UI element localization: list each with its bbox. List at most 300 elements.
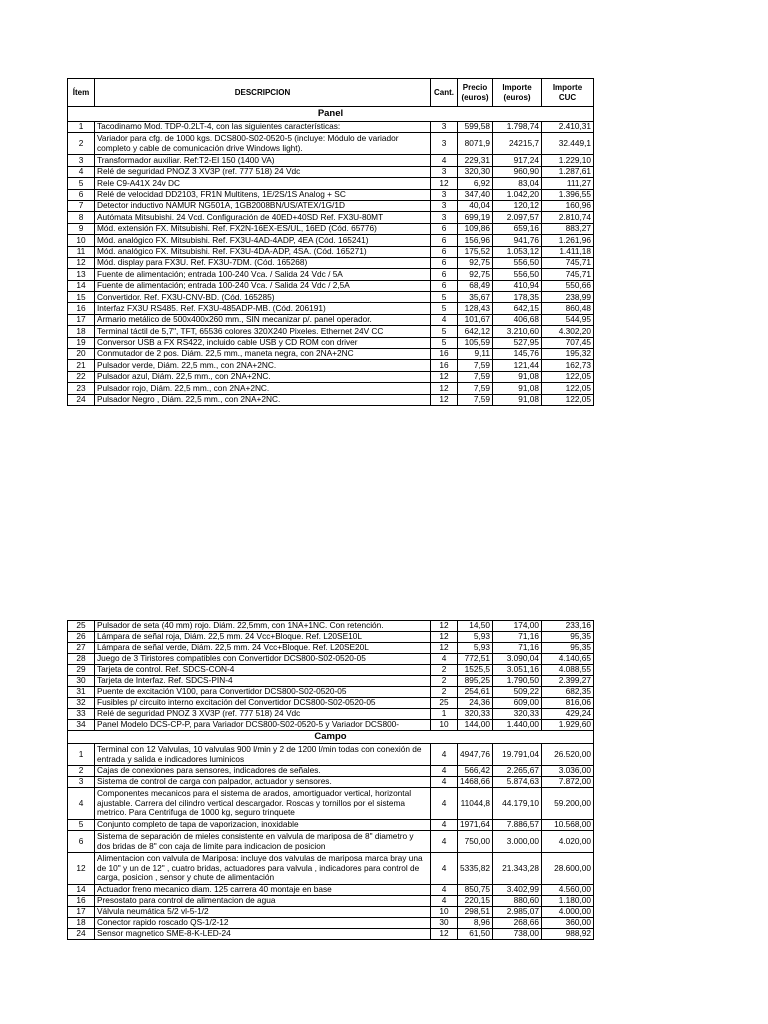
table-row	[68, 820, 594, 831]
row-description: Mód. analógico FX. Mitsubishi. Ref. FX3U-4DA-ADP, 4SA. (Cód. 165271)	[95, 246, 431, 257]
row-item: 11	[68, 246, 95, 257]
row-description: Mód. display para FX3U. Ref. FX3U-7DM. (Cód. 165268)	[95, 257, 431, 268]
table-row	[68, 235, 594, 246]
row-importe-euros: 320,33	[493, 709, 542, 720]
row-importe-euros: 2.985,07	[493, 907, 542, 918]
row-item: 5	[68, 820, 95, 831]
row-item: 20	[68, 349, 95, 360]
row-precio: 144,00	[458, 720, 493, 731]
row-precio: 850,75	[458, 885, 493, 896]
row-description: Pulsador verde, Diám. 22,5 mm., con 2NA+2NC.	[95, 360, 431, 371]
row-description: Conjunto completo de tapa de vaporizacion, inoxidable	[95, 820, 431, 831]
row-precio: 8,96	[458, 918, 493, 929]
row-description: Interfaz FX3U RS485. Ref. FX3U-485ADP-MB. (Cód. 206191)	[95, 303, 431, 314]
row-precio: 599,58	[458, 122, 493, 133]
row-item: 23	[68, 383, 95, 394]
row-precio: 895,25	[458, 676, 493, 687]
row-importe-cuc: 1.287,61	[542, 166, 594, 177]
row-importe-cuc: 3.036,00	[542, 766, 594, 777]
row-cant: 3	[431, 189, 458, 200]
row-precio: 40,04	[458, 200, 493, 211]
row-description: Juego de 3 Tiristores compatibles con Convertidor DCS800-S02-0520-05	[95, 654, 431, 665]
row-cant: 12	[431, 643, 458, 654]
table-row	[68, 292, 594, 303]
row-precio: 5,93	[458, 632, 493, 643]
row-item: 33	[68, 709, 95, 720]
row-precio: 128,43	[458, 303, 493, 314]
row-importe-cuc: 233,16	[542, 621, 594, 632]
row-cant: 6	[431, 280, 458, 291]
row-cant: 5	[431, 337, 458, 348]
table-row	[68, 303, 594, 314]
row-importe-euros: 509,22	[493, 687, 542, 698]
row-item: 2	[68, 133, 95, 155]
row-precio: 7,59	[458, 394, 493, 405]
table-row	[68, 918, 594, 929]
table-row	[68, 744, 594, 766]
row-description: Pulsador de seta (40 mm) rojo. Diám. 22,5mm, con 1NA+1NC. Con retención.	[95, 621, 431, 632]
header-precio: Precio (euros)	[458, 79, 493, 107]
row-precio: 105,59	[458, 337, 493, 348]
row-item: 32	[68, 698, 95, 709]
row-item: 17	[68, 314, 95, 325]
row-description: Puente de excitación V100, para Convertidor DCS800-S02-0520-05	[95, 687, 431, 698]
row-cant: 3	[431, 133, 458, 155]
row-importe-euros: 917,24	[493, 155, 542, 166]
row-precio: 642,12	[458, 326, 493, 337]
row-item: 18	[68, 326, 95, 337]
row-precio: 14,50	[458, 621, 493, 632]
row-importe-euros: 3.210,60	[493, 326, 542, 337]
row-importe-euros: 91,08	[493, 383, 542, 394]
row-item: 18	[68, 918, 95, 929]
row-importe-euros: 71,16	[493, 632, 542, 643]
row-importe-euros: 556,50	[493, 269, 542, 280]
row-cant: 4	[431, 896, 458, 907]
row-importe-euros: 145,76	[493, 349, 542, 360]
table-row	[68, 337, 594, 348]
row-precio: 254,61	[458, 687, 493, 698]
header-descripcion: DESCRIPCION	[95, 79, 431, 107]
row-description: Relé de seguridad PNOZ 3 XV3P (ref. 777 518) 24 Vdc	[95, 166, 431, 177]
row-item: 12	[68, 257, 95, 268]
table-row	[68, 166, 594, 177]
table-row	[68, 360, 594, 371]
table-row	[68, 853, 594, 885]
row-cant: 4	[431, 777, 458, 788]
row-importe-euros: 3.051,16	[493, 665, 542, 676]
table-row	[68, 676, 594, 687]
row-importe-cuc: 745,71	[542, 257, 594, 268]
row-importe-cuc: 122,05	[542, 383, 594, 394]
row-precio: 109,86	[458, 223, 493, 234]
row-cant: 5	[431, 292, 458, 303]
table-row	[68, 788, 594, 820]
row-precio: 61,50	[458, 929, 493, 940]
row-cant: 2	[431, 676, 458, 687]
row-description: Pulsador azul, Diám. 22,5 mm., con 2NA+2NC.	[95, 371, 431, 382]
row-importe-euros: 642,15	[493, 303, 542, 314]
row-importe-euros: 1.053,12	[493, 246, 542, 257]
row-importe-cuc: 1.396,55	[542, 189, 594, 200]
row-precio: 156,96	[458, 235, 493, 246]
row-cant: 6	[431, 269, 458, 280]
row-item: 24	[68, 929, 95, 940]
row-description: Mód. analógico FX. Mitsubishi. Ref. FX3U-4AD-4ADP, 4EA (Cód. 165241)	[95, 235, 431, 246]
row-cant: 5	[431, 303, 458, 314]
header-item: Ítem	[68, 79, 95, 107]
row-description: Presostato para control de alimentacion de agua	[95, 896, 431, 907]
row-precio: 6,92	[458, 178, 493, 189]
section-title-panel: Panel	[68, 107, 594, 122]
row-importe-cuc: 28.600,00	[542, 853, 594, 885]
row-precio: 101,67	[458, 314, 493, 325]
row-description: Lámpara de señal verde, Diám. 22,5 mm. 24 Vcc+Bloque. Ref. L20SE20L	[95, 643, 431, 654]
row-importe-euros: 121,44	[493, 360, 542, 371]
row-importe-cuc: 816,06	[542, 698, 594, 709]
row-importe-cuc: 160,96	[542, 200, 594, 211]
row-item: 5	[68, 178, 95, 189]
table-row	[68, 189, 594, 200]
row-precio: 750,00	[458, 831, 493, 853]
row-cant: 4	[431, 766, 458, 777]
row-item: 25	[68, 621, 95, 632]
row-precio: 699,19	[458, 212, 493, 223]
row-description: Conmutador de 2 pos. Diám. 22,5 mm., maneta negra, con 2NA+2NC	[95, 349, 431, 360]
row-precio: 5335,82	[458, 853, 493, 885]
table-row	[68, 907, 594, 918]
row-cant: 16	[431, 360, 458, 371]
row-item: 26	[68, 632, 95, 643]
table-row	[68, 632, 594, 643]
row-importe-cuc: 4.020,00	[542, 831, 594, 853]
row-item: 22	[68, 371, 95, 382]
row-importe-cuc: 95,35	[542, 632, 594, 643]
row-item: 21	[68, 360, 95, 371]
row-precio: 220,15	[458, 896, 493, 907]
row-item: 6	[68, 189, 95, 200]
row-importe-euros: 1.798,74	[493, 122, 542, 133]
row-item: 1	[68, 744, 95, 766]
row-cant: 4	[431, 853, 458, 885]
row-description: Autómata Mitsubishi. 24 Vcd. Configuración de 40ED+40SD Ref. FX3U-80MT	[95, 212, 431, 223]
row-item: 19	[68, 337, 95, 348]
row-importe-cuc: 2.810,74	[542, 212, 594, 223]
row-cant: 12	[431, 371, 458, 382]
row-item: 14	[68, 280, 95, 291]
row-importe-euros: 960,90	[493, 166, 542, 177]
row-importe-cuc: 429,24	[542, 709, 594, 720]
row-description: Convertidor. Ref. FX3U-CNV-BD. (Cód. 165285)	[95, 292, 431, 303]
row-precio: 92,75	[458, 269, 493, 280]
row-description: Componentes mecanicos para el sistema de arados, amortiguador vertical, horizontal ajustable. Carrera del cilindro vertical descargador. Roscas y tornillos por el sistema metrico. Para Centrifuga de 1000 kg, seguro trinquete	[95, 788, 431, 820]
row-cant: 4	[431, 654, 458, 665]
row-importe-cuc: 4.000,00	[542, 907, 594, 918]
row-importe-cuc: 883,27	[542, 223, 594, 234]
row-precio: 7,59	[458, 371, 493, 382]
row-item: 24	[68, 394, 95, 405]
row-item: 12	[68, 853, 95, 885]
row-description: Rele C9-A41X 24v DC	[95, 178, 431, 189]
row-item: 3	[68, 155, 95, 166]
row-importe-cuc: 10.568,00	[542, 820, 594, 831]
row-cant: 12	[431, 178, 458, 189]
row-cant: 30	[431, 918, 458, 929]
row-importe-cuc: 860,48	[542, 303, 594, 314]
row-description: Fuente de alimentación; entrada 100-240 Vca. / Salida 24 Vdc / 5A	[95, 269, 431, 280]
row-description: Terminal con 12 Valvulas, 10 valvulas 900 l/min y 2 de 1200 l/min todas con conexión de entrada y salida e indicadores luminicos	[95, 744, 431, 766]
quote-table-campo	[67, 620, 594, 940]
row-importe-cuc: 4.088,55	[542, 665, 594, 676]
row-item: 28	[68, 654, 95, 665]
row-importe-euros: 120,12	[493, 200, 542, 211]
row-description: Sistema de separación de mieles consistente en valvula de mariposa de 8" diametro y dos bridas de 8" con caja de limite para indicacion de posicion	[95, 831, 431, 853]
row-item: 4	[68, 166, 95, 177]
row-importe-euros: 268,66	[493, 918, 542, 929]
row-item: 30	[68, 676, 95, 687]
row-importe-cuc: 1.411,18	[542, 246, 594, 257]
row-importe-euros: 83,04	[493, 178, 542, 189]
row-importe-cuc: 1.180,00	[542, 896, 594, 907]
row-importe-cuc: 122,05	[542, 394, 594, 405]
row-cant: 4	[431, 744, 458, 766]
row-cant: 12	[431, 394, 458, 405]
row-cant: 4	[431, 831, 458, 853]
row-cant: 2	[431, 665, 458, 676]
table-row	[68, 212, 594, 223]
table-row	[68, 371, 594, 382]
row-item: 1	[68, 122, 95, 133]
row-importe-cuc: 7.872,00	[542, 777, 594, 788]
row-cant: 25	[431, 698, 458, 709]
row-cant: 5	[431, 326, 458, 337]
table-row	[68, 621, 594, 632]
row-item: 6	[68, 831, 95, 853]
row-importe-euros: 24215,7	[493, 133, 542, 155]
row-importe-cuc: 4.302,20	[542, 326, 594, 337]
row-precio: 772,51	[458, 654, 493, 665]
row-item: 15	[68, 292, 95, 303]
row-item: 16	[68, 896, 95, 907]
row-importe-euros: 659,16	[493, 223, 542, 234]
row-importe-cuc: 745,71	[542, 269, 594, 280]
row-cant: 4	[431, 155, 458, 166]
row-importe-euros: 7.886,57	[493, 820, 542, 831]
row-item: 9	[68, 223, 95, 234]
row-description: Fuente de alimentación; entrada 100-240 Vca. / Salida 24 Vdc / 2,5A	[95, 280, 431, 291]
row-importe-cuc: 195,32	[542, 349, 594, 360]
row-description: Pulsador rojo, Diám. 22,5 mm., con 2NA+2NC.	[95, 383, 431, 394]
row-description: Pulsador Negro , Diám. 22,5 mm., con 2NA+2NC.	[95, 394, 431, 405]
row-importe-euros: 44.179,10	[493, 788, 542, 820]
row-importe-cuc: 4.140,65	[542, 654, 594, 665]
row-importe-cuc: 26.520,00	[542, 744, 594, 766]
row-importe-euros: 3.000,00	[493, 831, 542, 853]
row-precio: 1525,5	[458, 665, 493, 676]
row-importe-cuc: 682,35	[542, 687, 594, 698]
row-importe-euros: 5.874,63	[493, 777, 542, 788]
row-importe-cuc: 162,73	[542, 360, 594, 371]
table-row	[68, 257, 594, 268]
table-row	[68, 246, 594, 257]
row-precio: 7,59	[458, 360, 493, 371]
row-importe-cuc: 707,45	[542, 337, 594, 348]
row-description: Relé de seguridad PNOZ 3 XV3P (ref. 777 518) 24 Vdc	[95, 709, 431, 720]
row-importe-cuc: 2.399,27	[542, 676, 594, 687]
row-item: 34	[68, 720, 95, 731]
table-row	[68, 349, 594, 360]
row-cant: 12	[431, 383, 458, 394]
row-description: Conector rapido roscado QS-1/2-12	[95, 918, 431, 929]
row-cant: 3	[431, 166, 458, 177]
row-description: Cajas de conexiones para sensores, indicadores de señales.	[95, 766, 431, 777]
row-importe-euros: 941,76	[493, 235, 542, 246]
row-importe-euros: 527,95	[493, 337, 542, 348]
row-cant: 1	[431, 709, 458, 720]
table-row	[68, 223, 594, 234]
table-row	[68, 178, 594, 189]
row-importe-euros: 1.042,20	[493, 189, 542, 200]
row-description: Mód. extensión FX. Mitsubishi. Ref. FX2N-16EX-ES/UL, 16ED (Cód. 65776)	[95, 223, 431, 234]
row-cant: 6	[431, 246, 458, 257]
row-description: Fusibles p/ circuito interno excitación del Convertidor DCS800-S02-0520-05	[95, 698, 431, 709]
row-cant: 4	[431, 314, 458, 325]
row-description: Tarjeta de control. Ref. SDCS-CON-4	[95, 665, 431, 676]
row-item: 17	[68, 907, 95, 918]
row-cant: 10	[431, 907, 458, 918]
row-cant: 12	[431, 632, 458, 643]
row-importe-euros: 91,08	[493, 394, 542, 405]
row-cant: 12	[431, 621, 458, 632]
row-description: Detector inductivo NAMUR NG501A, 1GB2008BN/US/ATEX/1G/1D	[95, 200, 431, 211]
row-precio: 24,36	[458, 698, 493, 709]
quote-table-panel	[67, 78, 594, 406]
row-item: 27	[68, 643, 95, 654]
row-item: 4	[68, 788, 95, 820]
row-importe-euros: 880,60	[493, 896, 542, 907]
row-precio: 1468,66	[458, 777, 493, 788]
row-item: 31	[68, 687, 95, 698]
row-precio: 92,75	[458, 257, 493, 268]
row-description: Transformador auxiliar. Ref:T2-EI 150 (1400 VA)	[95, 155, 431, 166]
table-row	[68, 314, 594, 325]
row-importe-euros: 21.343,28	[493, 853, 542, 885]
row-precio: 229,31	[458, 155, 493, 166]
row-description: Actuador freno mecanico diam. 125 carrera 40 montaje en base	[95, 885, 431, 896]
row-precio: 175,52	[458, 246, 493, 257]
section-row-panel	[68, 107, 594, 122]
row-item: 13	[68, 269, 95, 280]
row-importe-euros: 556,50	[493, 257, 542, 268]
row-precio: 5,93	[458, 643, 493, 654]
row-importe-euros: 1.790,50	[493, 676, 542, 687]
table-row	[68, 885, 594, 896]
row-item: 3	[68, 777, 95, 788]
section-title-campo: Campo	[68, 731, 594, 744]
table-row	[68, 777, 594, 788]
table-row	[68, 643, 594, 654]
row-item: 16	[68, 303, 95, 314]
row-item: 7	[68, 200, 95, 211]
row-importe-cuc: 95,35	[542, 643, 594, 654]
table-row	[68, 709, 594, 720]
row-description: Sensor magnetico SME-8-K-LED-24	[95, 929, 431, 940]
table-row	[68, 383, 594, 394]
row-importe-euros: 174,00	[493, 621, 542, 632]
row-importe-cuc: 1.929,60	[542, 720, 594, 731]
table-row	[68, 280, 594, 291]
table-row	[68, 698, 594, 709]
row-description: Panel Modelo DCS-CP-P, para Variador DCS800-S02-0520-5 y Variador DCS800-	[95, 720, 431, 731]
row-description: Válvula neumática 5/2 vl-5-1/2	[95, 907, 431, 918]
row-importe-euros: 1.440,00	[493, 720, 542, 731]
header-importe-euros: Importe (euros)	[493, 79, 542, 107]
row-description: Tacodinamo Mod. TDP-0.2LT-4, con las siguientes características:	[95, 122, 431, 133]
row-importe-euros: 738,00	[493, 929, 542, 940]
row-precio: 11044,8	[458, 788, 493, 820]
row-cant: 6	[431, 223, 458, 234]
row-precio: 1971,64	[458, 820, 493, 831]
table-row	[68, 896, 594, 907]
table-row	[68, 133, 594, 155]
table-row	[68, 720, 594, 731]
row-cant: 4	[431, 788, 458, 820]
row-importe-euros: 91,08	[493, 371, 542, 382]
table-row	[68, 155, 594, 166]
row-cant: 6	[431, 235, 458, 246]
row-importe-cuc: 1.261,96	[542, 235, 594, 246]
row-importe-cuc: 32.449,1	[542, 133, 594, 155]
row-cant: 2	[431, 687, 458, 698]
row-importe-cuc: 59.200,00	[542, 788, 594, 820]
row-item: 8	[68, 212, 95, 223]
table-row	[68, 269, 594, 280]
row-importe-euros: 406,68	[493, 314, 542, 325]
row-description: Alimentacion con valvula de Mariposa: incluye dos valvulas de mariposa marca bray una de 10" y un de 12" , cuatro bridas, actuadores para valvula , indicadores para control de carga, posicion , sensor y chute de alimentación	[95, 853, 431, 885]
row-precio: 4947,76	[458, 744, 493, 766]
table-row	[68, 122, 594, 133]
row-importe-cuc: 988,92	[542, 929, 594, 940]
table-row	[68, 200, 594, 211]
row-importe-cuc: 4.560,00	[542, 885, 594, 896]
row-importe-cuc: 2.410,31	[542, 122, 594, 133]
table-row	[68, 929, 594, 940]
row-precio: 347,40	[458, 189, 493, 200]
row-importe-cuc: 1.229,10	[542, 155, 594, 166]
row-cant: 3	[431, 200, 458, 211]
row-importe-euros: 2.097,57	[493, 212, 542, 223]
row-importe-euros: 178,35	[493, 292, 542, 303]
table-row	[68, 687, 594, 698]
row-importe-cuc: 550,66	[542, 280, 594, 291]
row-item: 2	[68, 766, 95, 777]
row-importe-cuc: 360,00	[542, 918, 594, 929]
row-precio: 566,42	[458, 766, 493, 777]
row-cant: 6	[431, 257, 458, 268]
row-description: Lámpara de señal roja, Diám. 22,5 mm. 24 Vcc+Bloque. Ref. L20SE10L	[95, 632, 431, 643]
row-importe-euros: 3.090,04	[493, 654, 542, 665]
table-row	[68, 654, 594, 665]
row-description: Variador para cfg. de 1000 kgs. DCS800-S02-0520-5 (incluye: Módulo de variador completo y cable de comunicación drive Windows light).	[95, 133, 431, 155]
row-cant: 4	[431, 885, 458, 896]
row-description: Armario metálico de 500x400x260 mm., SIN mecanizar p/. panel operador.	[95, 314, 431, 325]
row-cant: 10	[431, 720, 458, 731]
table-row	[68, 766, 594, 777]
row-precio: 68,49	[458, 280, 493, 291]
row-importe-cuc: 122,05	[542, 371, 594, 382]
table-row	[68, 665, 594, 676]
row-precio: 8071,9	[458, 133, 493, 155]
